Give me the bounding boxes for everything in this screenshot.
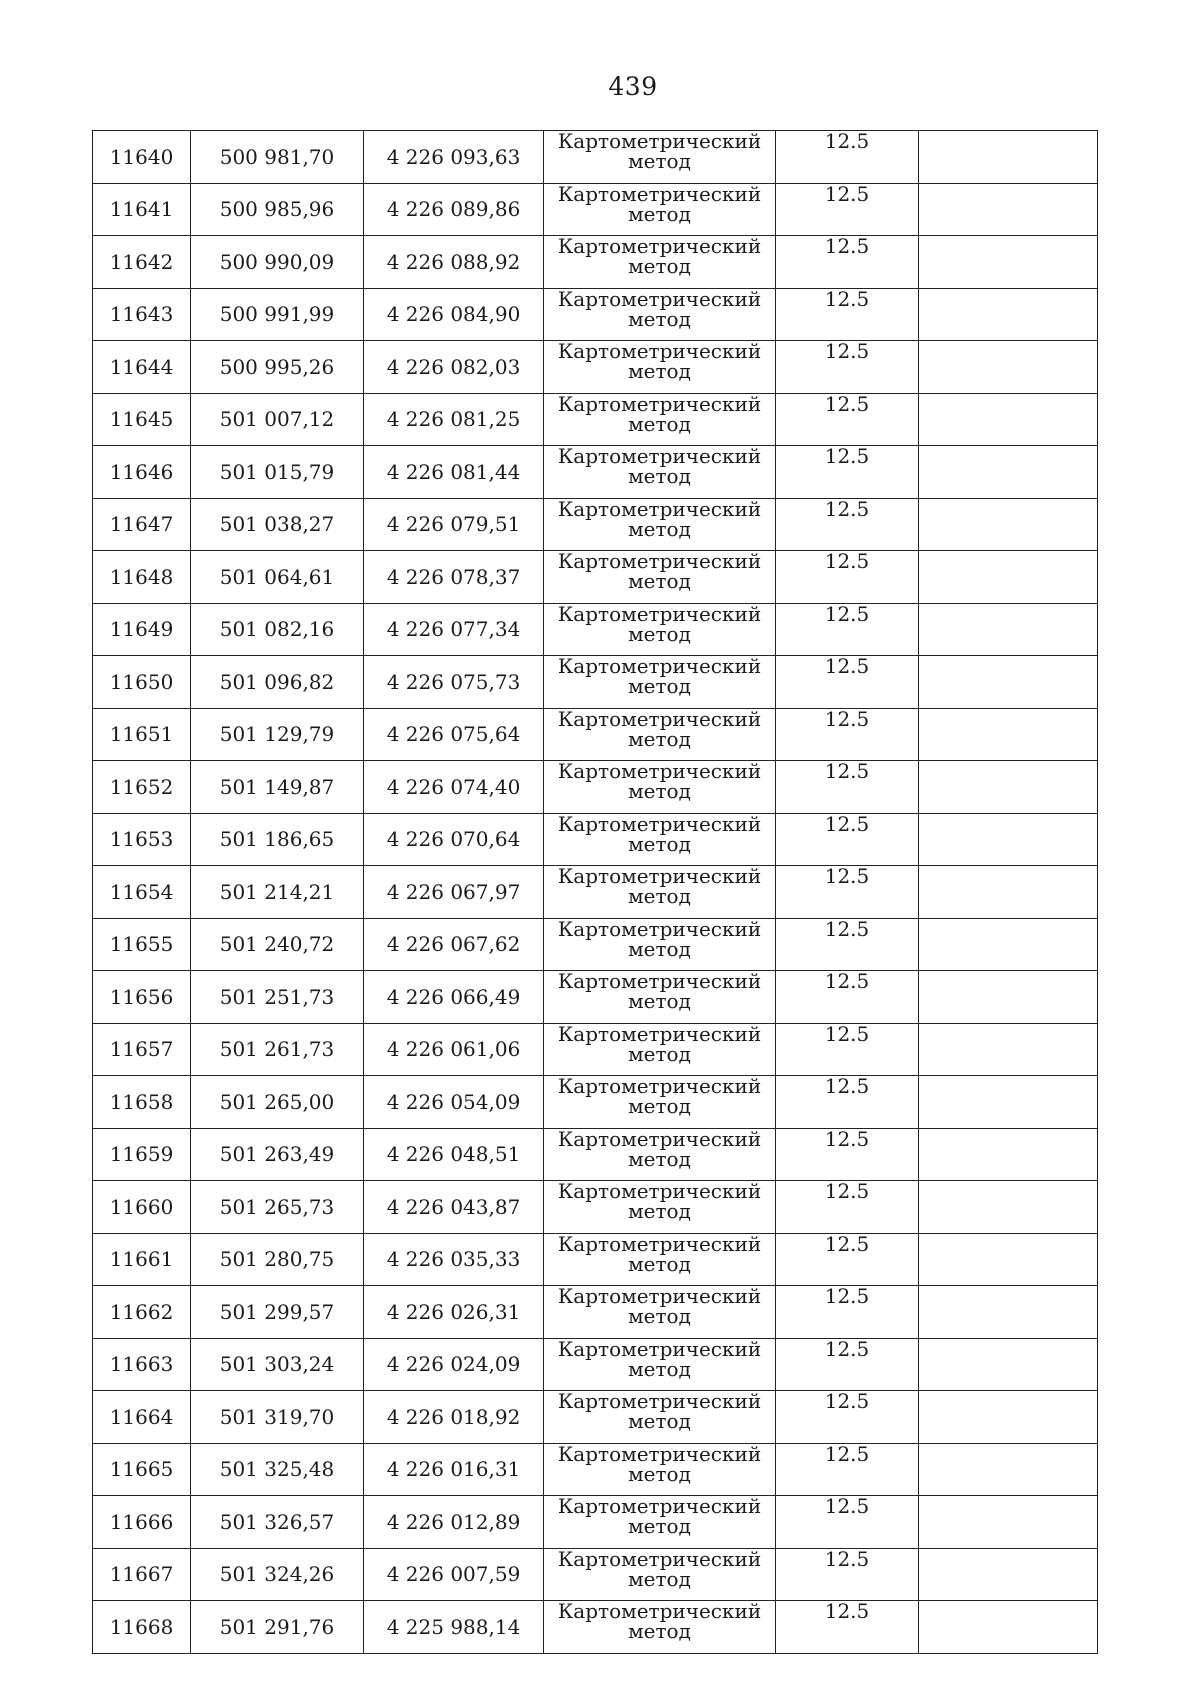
accuracy-cell: 12.5	[776, 971, 919, 1024]
method-line-1: Картометрический	[557, 1548, 762, 1571]
accuracy-cell: 12.5	[776, 1391, 919, 1444]
table-row	[93, 866, 1098, 919]
accuracy-cell: 12.5	[776, 761, 919, 814]
method-line-2: метод	[628, 936, 691, 961]
x-coordinate-cell: 501 251,73	[191, 971, 364, 1024]
point-number-cell: 11656	[93, 971, 191, 1024]
point-number-cell: 11658	[93, 1076, 191, 1129]
method-line-2: метод	[628, 149, 691, 173]
method-line-2: метод	[628, 779, 691, 803]
point-number-cell: 11646	[93, 446, 191, 499]
table-row	[93, 708, 1098, 761]
table-row	[93, 918, 1098, 971]
method-cell	[544, 1076, 776, 1129]
method-line-2: метод	[628, 1041, 691, 1066]
empty-cell	[919, 183, 1098, 236]
x-coordinate-cell: 500 981,70	[191, 131, 364, 184]
empty-cell	[919, 918, 1098, 971]
method-line-2: метод	[628, 1619, 691, 1643]
y-coordinate-cell: 4 226 075,64	[364, 708, 544, 761]
method-line-1: Картометрический	[557, 1285, 762, 1308]
point-number-cell: 11652	[93, 761, 191, 814]
accuracy-cell: 12.5	[776, 131, 919, 184]
method-cell	[544, 341, 776, 394]
x-coordinate-cell: 501 240,72	[191, 918, 364, 971]
method-line-1: Картометрический	[557, 393, 762, 416]
y-coordinate-cell: 4 226 012,89	[364, 1496, 544, 1549]
method-line-2: метод	[628, 1094, 691, 1118]
x-coordinate-cell: 501 186,65	[191, 813, 364, 866]
table-row	[93, 1496, 1098, 1549]
method-cell	[544, 183, 776, 236]
accuracy-cell: 12.5	[776, 1601, 919, 1654]
method-line-2: метод	[628, 1566, 691, 1591]
x-coordinate-cell: 501 064,61	[191, 551, 364, 604]
accuracy-cell: 12.5	[776, 1443, 919, 1496]
point-number-cell: 11640	[93, 131, 191, 184]
method-line-2: метод	[628, 1461, 691, 1486]
empty-cell	[919, 1181, 1098, 1234]
point-number-cell: 11666	[93, 1496, 191, 1549]
table-row	[93, 1548, 1098, 1601]
point-number-cell: 11651	[93, 708, 191, 761]
method-cell	[544, 1391, 776, 1444]
accuracy-cell: 12.5	[776, 708, 919, 761]
method-line-1: Картометрический	[557, 183, 762, 206]
y-coordinate-cell: 4 225 988,14	[364, 1601, 544, 1654]
method-cell	[544, 1548, 776, 1601]
table-row	[93, 1338, 1098, 1391]
y-coordinate-cell: 4 226 075,73	[364, 656, 544, 709]
table-row	[93, 551, 1098, 604]
y-coordinate-cell: 4 226 026,31	[364, 1286, 544, 1339]
method-line-2: метод	[628, 1146, 691, 1171]
empty-cell	[919, 498, 1098, 551]
empty-cell	[919, 971, 1098, 1024]
method-cell	[544, 1181, 776, 1234]
point-number-cell: 11668	[93, 1601, 191, 1654]
x-coordinate-cell: 501 265,73	[191, 1181, 364, 1234]
method-line-1: Картометрический	[557, 970, 762, 993]
empty-cell	[919, 1023, 1098, 1076]
point-number-cell: 11644	[93, 341, 191, 394]
y-coordinate-cell: 4 226 089,86	[364, 183, 544, 236]
accuracy-cell: 12.5	[776, 236, 919, 289]
table-row	[93, 1128, 1098, 1181]
method-cell	[544, 1286, 776, 1339]
method-cell	[544, 288, 776, 341]
table-row	[93, 498, 1098, 551]
accuracy-cell: 12.5	[776, 1496, 919, 1549]
point-number-cell: 11660	[93, 1181, 191, 1234]
empty-cell	[919, 1601, 1098, 1654]
y-coordinate-cell: 4 226 024,09	[364, 1338, 544, 1391]
accuracy-cell: 12.5	[776, 866, 919, 919]
method-line-2: метод	[628, 464, 691, 488]
empty-cell	[919, 131, 1098, 184]
method-line-1: Картометрический	[557, 918, 762, 941]
empty-cell	[919, 288, 1098, 341]
method-line-1: Картометрический	[557, 130, 762, 153]
method-line-1: Картометрический	[557, 1023, 762, 1046]
method-line-2: метод	[628, 621, 691, 646]
y-coordinate-cell: 4 226 084,90	[364, 288, 544, 341]
x-coordinate-cell: 501 280,75	[191, 1233, 364, 1286]
method-line-1: Картометрический	[557, 1233, 762, 1256]
x-coordinate-cell: 501 319,70	[191, 1391, 364, 1444]
point-number-cell: 11667	[93, 1548, 191, 1601]
method-cell	[544, 393, 776, 446]
table-row	[93, 1233, 1098, 1286]
method-line-1: Картометрический	[557, 655, 762, 678]
y-coordinate-cell: 4 226 088,92	[364, 236, 544, 289]
method-line-1: Картометрический	[557, 1128, 762, 1151]
method-line-2: метод	[628, 1409, 691, 1433]
table-row	[93, 288, 1098, 341]
method-cell	[544, 551, 776, 604]
empty-cell	[919, 1496, 1098, 1549]
accuracy-cell: 12.5	[776, 1286, 919, 1339]
empty-cell	[919, 866, 1098, 919]
point-number-cell: 11655	[93, 918, 191, 971]
method-line-1: Картометрический	[557, 1443, 762, 1466]
method-line-2: метод	[628, 1251, 691, 1276]
table-row	[93, 761, 1098, 814]
point-number-cell: 11643	[93, 288, 191, 341]
x-coordinate-cell: 501 214,21	[191, 866, 364, 919]
method-cell	[544, 1128, 776, 1181]
x-coordinate-cell: 501 299,57	[191, 1286, 364, 1339]
table-row	[93, 236, 1098, 289]
method-line-2: метод	[628, 884, 691, 908]
y-coordinate-cell: 4 226 074,40	[364, 761, 544, 814]
empty-cell	[919, 1338, 1098, 1391]
empty-cell	[919, 446, 1098, 499]
method-cell	[544, 446, 776, 499]
point-number-cell: 11661	[93, 1233, 191, 1286]
method-line-1: Картометрический	[557, 1180, 762, 1203]
y-coordinate-cell: 4 226 066,49	[364, 971, 544, 1024]
method-line-1: Картометрический	[557, 1495, 762, 1518]
empty-cell	[919, 1128, 1098, 1181]
method-cell	[544, 131, 776, 184]
y-coordinate-cell: 4 226 079,51	[364, 498, 544, 551]
method-line-2: метод	[628, 674, 691, 698]
method-cell	[544, 1023, 776, 1076]
method-cell	[544, 1233, 776, 1286]
y-coordinate-cell: 4 226 067,62	[364, 918, 544, 971]
method-line-1: Картометрический	[557, 1338, 762, 1361]
empty-cell	[919, 708, 1098, 761]
accuracy-cell: 12.5	[776, 656, 919, 709]
x-coordinate-cell: 500 990,09	[191, 236, 364, 289]
table-row	[93, 1023, 1098, 1076]
y-coordinate-cell: 4 226 054,09	[364, 1076, 544, 1129]
method-cell	[544, 1338, 776, 1391]
table-row	[93, 1391, 1098, 1444]
table-row	[93, 971, 1098, 1024]
table-row	[93, 1181, 1098, 1234]
table-row	[93, 1076, 1098, 1129]
table-row	[93, 603, 1098, 656]
accuracy-cell: 12.5	[776, 1181, 919, 1234]
accuracy-cell: 12.5	[776, 1233, 919, 1286]
method-cell	[544, 1443, 776, 1496]
method-line-1: Картометрический	[557, 813, 762, 836]
accuracy-cell: 12.5	[776, 1076, 919, 1129]
empty-cell	[919, 813, 1098, 866]
method-cell	[544, 236, 776, 289]
y-coordinate-cell: 4 226 067,97	[364, 866, 544, 919]
x-coordinate-cell: 501 038,27	[191, 498, 364, 551]
y-coordinate-cell: 4 226 016,31	[364, 1443, 544, 1496]
page-number: 439	[608, 72, 658, 101]
y-coordinate-cell: 4 226 035,33	[364, 1233, 544, 1286]
method-line-2: метод	[628, 1199, 691, 1223]
accuracy-cell: 12.5	[776, 341, 919, 394]
method-cell	[544, 918, 776, 971]
empty-cell	[919, 236, 1098, 289]
point-number-cell: 11647	[93, 498, 191, 551]
method-line-2: метод	[628, 989, 691, 1013]
y-coordinate-cell: 4 226 082,03	[364, 341, 544, 394]
y-coordinate-cell: 4 226 093,63	[364, 131, 544, 184]
table-row	[93, 131, 1098, 184]
method-line-1: Картометрический	[557, 760, 762, 783]
point-number-cell: 11648	[93, 551, 191, 604]
table-row	[93, 393, 1098, 446]
empty-cell	[919, 1391, 1098, 1444]
coordinates-table	[92, 130, 1098, 1654]
x-coordinate-cell: 500 991,99	[191, 288, 364, 341]
x-coordinate-cell: 501 263,49	[191, 1128, 364, 1181]
x-coordinate-cell: 501 325,48	[191, 1443, 364, 1496]
method-line-1: Картометрический	[557, 498, 762, 521]
method-line-1: Картометрический	[557, 865, 762, 888]
x-coordinate-cell: 500 985,96	[191, 183, 364, 236]
accuracy-cell: 12.5	[776, 1548, 919, 1601]
method-cell	[544, 1601, 776, 1654]
x-coordinate-cell: 500 995,26	[191, 341, 364, 394]
accuracy-cell: 12.5	[776, 813, 919, 866]
method-line-2: метод	[628, 569, 691, 593]
method-line-2: метод	[628, 1514, 691, 1538]
accuracy-cell: 12.5	[776, 288, 919, 341]
accuracy-cell: 12.5	[776, 393, 919, 446]
accuracy-cell: 12.5	[776, 183, 919, 236]
point-number-cell: 11654	[93, 866, 191, 919]
method-line-1: Картометрический	[557, 235, 762, 258]
accuracy-cell: 12.5	[776, 498, 919, 551]
method-cell	[544, 971, 776, 1024]
method-line-2: метод	[628, 726, 691, 751]
method-line-1: Картометрический	[557, 550, 762, 573]
method-line-2: метод	[628, 306, 691, 331]
method-line-2: метод	[628, 831, 691, 856]
table-row	[93, 446, 1098, 499]
point-number-cell: 11649	[93, 603, 191, 656]
y-coordinate-cell: 4 226 070,64	[364, 813, 544, 866]
table-row	[93, 341, 1098, 394]
empty-cell	[919, 393, 1098, 446]
y-coordinate-cell: 4 226 081,44	[364, 446, 544, 499]
method-cell	[544, 708, 776, 761]
accuracy-cell: 12.5	[776, 446, 919, 499]
accuracy-cell: 12.5	[776, 918, 919, 971]
empty-cell	[919, 656, 1098, 709]
method-line-1: Картометрический	[557, 603, 762, 626]
x-coordinate-cell: 501 082,16	[191, 603, 364, 656]
method-line-2: метод	[628, 201, 691, 226]
method-cell	[544, 866, 776, 919]
x-coordinate-cell: 501 149,87	[191, 761, 364, 814]
point-number-cell: 11645	[93, 393, 191, 446]
empty-cell	[919, 551, 1098, 604]
table-row	[93, 183, 1098, 236]
method-cell	[544, 813, 776, 866]
method-line-2: метод	[628, 359, 691, 383]
point-number-cell: 11650	[93, 656, 191, 709]
method-line-2: метод	[628, 1304, 691, 1328]
method-line-1: Картометрический	[557, 445, 762, 468]
accuracy-cell: 12.5	[776, 551, 919, 604]
method-line-1: Картометрический	[557, 1600, 762, 1623]
x-coordinate-cell: 501 015,79	[191, 446, 364, 499]
method-line-2: метод	[628, 516, 691, 541]
y-coordinate-cell: 4 226 048,51	[364, 1128, 544, 1181]
method-line-1: Картометрический	[557, 1390, 762, 1413]
x-coordinate-cell: 501 326,57	[191, 1496, 364, 1549]
method-line-2: метод	[628, 254, 691, 278]
x-coordinate-cell: 501 303,24	[191, 1338, 364, 1391]
method-line-1: Картометрический	[557, 708, 762, 731]
point-number-cell: 11641	[93, 183, 191, 236]
x-coordinate-cell: 501 324,26	[191, 1548, 364, 1601]
table-row	[93, 1286, 1098, 1339]
y-coordinate-cell: 4 226 077,34	[364, 603, 544, 656]
empty-cell	[919, 1076, 1098, 1129]
table-row	[93, 656, 1098, 709]
y-coordinate-cell: 4 226 081,25	[364, 393, 544, 446]
y-coordinate-cell: 4 226 061,06	[364, 1023, 544, 1076]
method-cell	[544, 498, 776, 551]
y-coordinate-cell: 4 226 043,87	[364, 1181, 544, 1234]
accuracy-cell: 12.5	[776, 1128, 919, 1181]
method-cell	[544, 761, 776, 814]
empty-cell	[919, 1443, 1098, 1496]
point-number-cell: 11653	[93, 813, 191, 866]
x-coordinate-cell: 501 291,76	[191, 1601, 364, 1654]
empty-cell	[919, 1548, 1098, 1601]
x-coordinate-cell: 501 129,79	[191, 708, 364, 761]
point-number-cell: 11657	[93, 1023, 191, 1076]
point-number-cell: 11662	[93, 1286, 191, 1339]
empty-cell	[919, 603, 1098, 656]
method-line-2: метод	[628, 411, 691, 436]
accuracy-cell: 12.5	[776, 1023, 919, 1076]
empty-cell	[919, 341, 1098, 394]
empty-cell	[919, 1233, 1098, 1286]
y-coordinate-cell: 4 226 018,92	[364, 1391, 544, 1444]
method-cell	[544, 603, 776, 656]
method-cell	[544, 656, 776, 709]
x-coordinate-cell: 501 265,00	[191, 1076, 364, 1129]
point-number-cell: 11663	[93, 1338, 191, 1391]
empty-cell	[919, 761, 1098, 814]
coordinates-table-body	[93, 131, 1098, 1654]
point-number-cell: 11665	[93, 1443, 191, 1496]
accuracy-cell: 12.5	[776, 1338, 919, 1391]
method-cell	[544, 1496, 776, 1549]
y-coordinate-cell: 4 226 078,37	[364, 551, 544, 604]
point-number-cell: 11659	[93, 1128, 191, 1181]
method-line-1: Картометрический	[557, 340, 762, 363]
table-row	[93, 813, 1098, 866]
x-coordinate-cell: 501 007,12	[191, 393, 364, 446]
y-coordinate-cell: 4 226 007,59	[364, 1548, 544, 1601]
accuracy-cell: 12.5	[776, 603, 919, 656]
table-row	[93, 1601, 1098, 1654]
point-number-cell: 11642	[93, 236, 191, 289]
method-line-1: Картометрический	[557, 288, 762, 311]
x-coordinate-cell: 501 096,82	[191, 656, 364, 709]
method-line-1: Картометрический	[557, 1075, 762, 1098]
method-line-2: метод	[628, 1356, 691, 1381]
x-coordinate-cell: 501 261,73	[191, 1023, 364, 1076]
empty-cell	[919, 1286, 1098, 1339]
table-row	[93, 1443, 1098, 1496]
point-number-cell: 11664	[93, 1391, 191, 1444]
